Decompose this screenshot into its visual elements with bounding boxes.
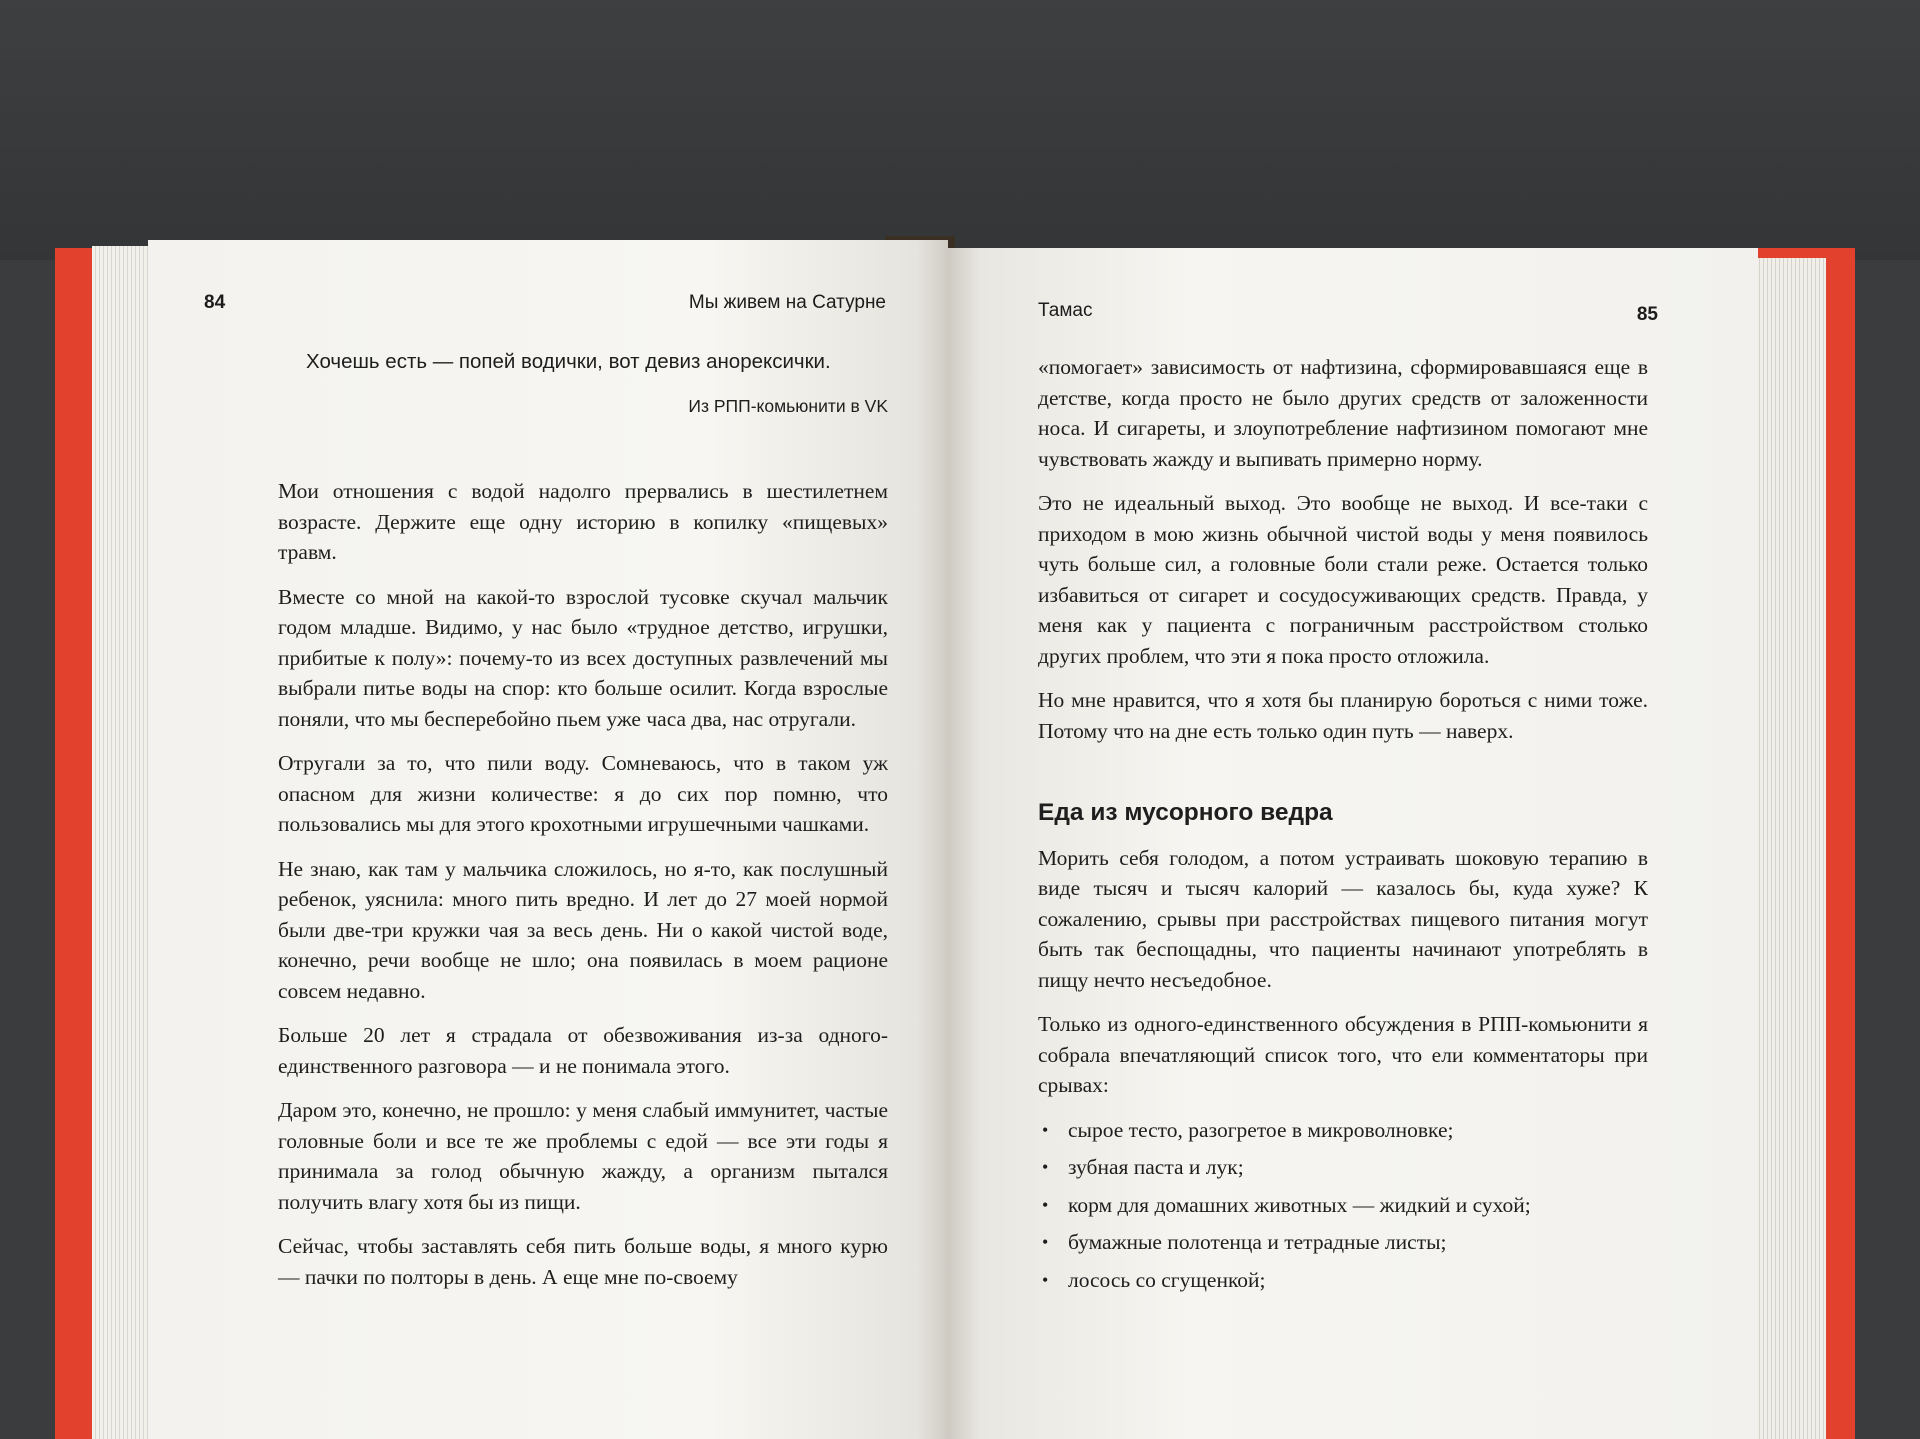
paragraph: Только из одного-единственного обсуждения в РПП-комьюнити я собрала впечатляющий список того, что ели комментаторы при срывах: — [1038, 1012, 1648, 1097]
running-title-left: Мы живем на Сатурне — [688, 292, 886, 313]
bullet-icon: • — [1042, 1119, 1049, 1140]
paragraph: Вместе со мной на какой-то взрослой тусовке скучал мальчик годом младше. Видимо, у нас было «трудное детство, игрушки, прибитые к полу»: почему-то из всех доступных развлечений мы выбрали питье воды на спор: кто больше осилит. Когда взрослые поняли, что мы бесперебойно пьем уже часа два, нас отругали. — [278, 584, 888, 731]
list-item: • бумажные полотенца и тетрадные листы; — [1038, 1227, 1648, 1258]
page-edges-left — [92, 246, 152, 1439]
epigraph-source: Из РПП-комьюнити в VK — [688, 396, 888, 416]
paragraph: Отругали за то, что пили воду. Сомневаюсь, что в таком уж опасном для жизни количестве: я до сих пор помню, что пользовались мы для этого крохотными игрушечными чашками. — [278, 751, 888, 836]
paragraph: «помогает» зависимость от нафтизина, сформировавшаяся еще в детстве, когда просто не было других средств от заложенности носа. И сигареты, и злоупотребление нафтизином помогают мне чувствовать жажду и выпивать примерно норму. — [1038, 355, 1648, 471]
page-edges-right — [1752, 258, 1826, 1439]
paragraph: Морить себя голодом, а потом устраивать шоковую терапию в виде тысяч и тысяч калорий — казалось бы, куда хуже? К сожалению, срывы при расстройствах пищевого питания могут быть так беспощадны, что пациенты начинают употреблять в пищу нечто несъедобное. — [1038, 845, 1648, 992]
food-list — [1038, 1115, 1648, 1296]
paragraph: Но мне нравится, что я хотя бы планирую бороться с ними тоже. Потому что на дне есть только один путь — наверх. — [1038, 688, 1648, 743]
epigraph: Хочешь есть — попей водички, вот девиз анорексички. — [306, 350, 831, 373]
epigraph-block — [278, 346, 888, 436]
right-page — [948, 248, 1758, 1439]
paragraph: Это не идеальный выход. Это вообще не выход. И все-таки с приходом в мою жизнь обычной чистой воды у меня появилось чуть больше сил, а головные боли стали реже. Остается только избавиться от сигарет и сосудосуживающих средств. Правда, у меня как у пациента с пограничным расстройством столько других проблем, что эти я пока просто отложила. — [1038, 491, 1648, 668]
page-number-right: 85 — [1636, 304, 1658, 325]
paragraph: Не знаю, как там у мальчика сложилось, но я-то, как послушный ребенок, уяснила: много пить вредно. И лет до 27 моей нормой были две-три кружки чая за весь день. Ни о какой чистой воде, конечно, речи вообще не шло; она появилась в моем рационе совсем недавно. — [278, 856, 888, 1003]
paragraph: Сейчас, чтобы заставлять себя пить больше воды, я много курю — пачки по полторы в день. А еще мне по-своему — [278, 1234, 888, 1289]
page-number-left: 84 — [204, 292, 226, 313]
list-item: • лосось со сгущенкой; — [1038, 1265, 1648, 1296]
bullet-icon: • — [1042, 1269, 1049, 1290]
list-item: • зубная паста и лук; — [1038, 1152, 1648, 1183]
bullet-icon: • — [1042, 1157, 1049, 1177]
list-item: • сырое тесто, разогретое в микроволновке; — [1038, 1115, 1648, 1146]
list-item: • корм для домашних животных — жидкий и сухой; — [1038, 1190, 1648, 1221]
section-heading: Еда из мусорного ведра — [1038, 799, 1333, 826]
running-title-right: Тамас — [1038, 300, 1093, 321]
paragraph: Больше 20 лет я страдала от обезвоживания из-за одного-единственного разговора — и не понимала этого. — [278, 1023, 888, 1078]
background-table — [0, 0, 1920, 260]
bullet-icon: • — [1042, 1194, 1049, 1215]
paragraph: Мои отношения с водой надолго прервались в шестилетнем возрасте. Держите еще одну историю в копилку «пищевых» травм. — [278, 479, 888, 564]
paragraph: Даром это, конечно, не прошло: у меня слабый иммунитет, частые головные боли и все те же проблемы с едой — все эти годы я принимала за голод обычную жажду, а организм пытался получить влагу хотя бы из пищи. — [278, 1098, 888, 1214]
right-page-body — [1038, 352, 1648, 1302]
left-page — [148, 240, 948, 1439]
bullet-icon: • — [1042, 1232, 1049, 1252]
left-page-body — [278, 476, 888, 1306]
